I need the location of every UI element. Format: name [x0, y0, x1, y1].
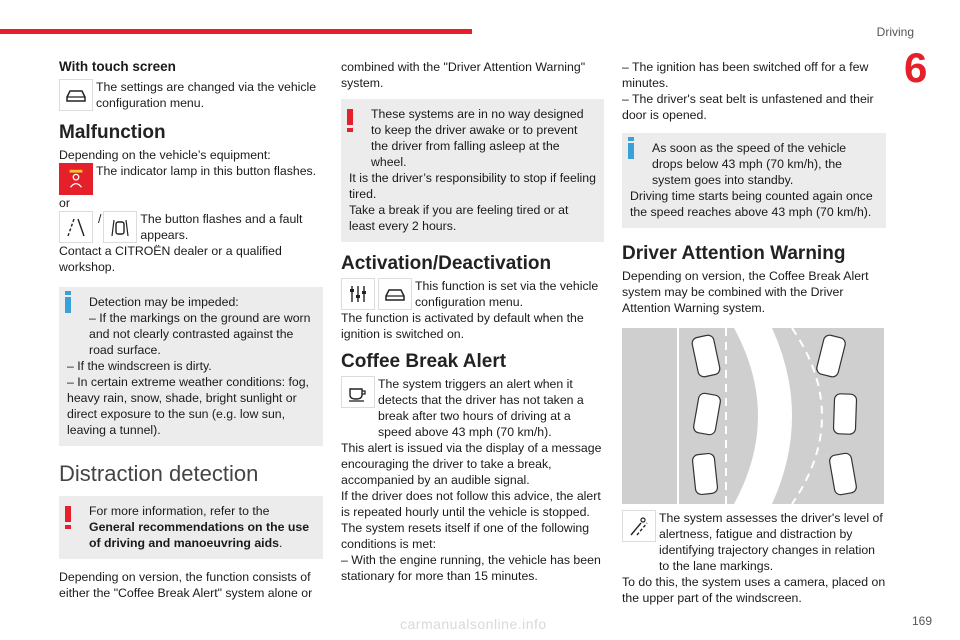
- fault-text: The button flashes and a fault appears.: [140, 212, 303, 242]
- coffee-line: – With the engine running, the vehicle has been stationary for more than 15 minutes.: [341, 553, 601, 583]
- coffee-line: This alert is issued via the display of a message encouraging the driver to take a break, accompanied by an audible signal.: [341, 441, 602, 487]
- touch-screen-heading: With touch screen: [59, 59, 176, 74]
- lamp-text: The indicator lamp in this button flashes.: [96, 164, 317, 178]
- info-box-standby: [622, 133, 886, 228]
- coffee-cup-icon: [341, 376, 375, 408]
- page-number: 169: [911, 614, 932, 628]
- touch-screen-row: [59, 79, 323, 111]
- info-line: – If the windscreen is dirty.: [67, 359, 212, 373]
- condition-line: – The driver's seat belt is unfastened and their door is opened.: [622, 92, 874, 122]
- coffee-line: The system resets itself if one of the following conditions is met:: [341, 521, 590, 551]
- touch-screen-text: The settings are changed via the vehicle configuration menu.: [96, 80, 317, 110]
- warning-line: It is the driver’s responsibility to stop if feeling tired.: [349, 171, 596, 201]
- activation-row: [341, 278, 604, 310]
- chapter-number: 6: [904, 44, 928, 91]
- warning-box-general: [59, 496, 323, 559]
- column-3: [622, 58, 886, 606]
- warning-text-bold: General recommendations on the use of driving and manoeuvring aids: [89, 520, 310, 550]
- settings-sliders-icon: [341, 278, 375, 310]
- slash-separator: /: [98, 212, 102, 226]
- warning-line: These systems are in no way designed to keep the driver awake or to prevent the driver from falling asleep at the wheel.: [371, 107, 584, 169]
- warning-line: Take a break if you are feeling tired or at least every 2 hours.: [349, 203, 569, 233]
- distraction-heading: Distraction detection: [59, 461, 259, 486]
- malfunction-heading: Malfunction: [59, 122, 166, 143]
- info-line: Detection may be impeded:: [89, 295, 239, 309]
- activation-heading: Activation/Deactivation: [341, 253, 552, 274]
- warning-icon: [65, 506, 71, 522]
- car-settings-icon: [59, 79, 93, 111]
- warning-text: [67, 503, 315, 551]
- lane-tracking-illustration: [622, 328, 884, 504]
- steering-lane-icon: [622, 510, 656, 542]
- info-line: – If the markings on the ground are worn and not clearly contrasted against the road surface.: [89, 311, 311, 357]
- daw-row: [622, 510, 886, 574]
- header-accent-bar: [0, 29, 472, 34]
- info-line: As soon as the speed of the vehicle drops below 43 mph (70 km/h), the system goes into standby.: [652, 141, 847, 187]
- or-label: or: [59, 196, 70, 210]
- malfunction-intro: Depending on the vehicle’s equipment:: [59, 148, 271, 162]
- warning-icon: [347, 109, 353, 125]
- watermark: carmanualsonline.info: [400, 616, 547, 632]
- activation-default: The function is activated by default when the ignition is switched on.: [341, 311, 584, 341]
- coffee-icon-text: The system triggers an alert when it detects that the driver has not taken a break after two hours of driving at a speed above 43 mph (70 km/h).: [378, 377, 584, 439]
- daw-heading: Driver Attention Warning: [622, 243, 846, 264]
- road-diagram: [622, 328, 884, 504]
- info-box-detection: [59, 287, 323, 446]
- daw-intro: Depending on version, the Coffee Break Alert system may be combined with the Driver Attention Warning system.: [622, 269, 869, 315]
- coffee-heading: Coffee Break Alert: [341, 351, 507, 372]
- lane-icon: [59, 211, 93, 243]
- activation-icon-text: This function is set via the vehicle configuration menu.: [415, 279, 599, 309]
- section-title: Driving: [876, 25, 914, 39]
- info-icon: [65, 297, 71, 313]
- contact-text: Contact a CITROËN dealer or a qualified workshop.: [59, 244, 282, 274]
- column-2: [341, 58, 604, 584]
- coffee-line: If the driver does not follow this advice, the alert is repeated hourly until the vehicle is stopped.: [341, 489, 601, 519]
- coffee-row: [341, 376, 604, 440]
- warning-text-c: .: [278, 536, 283, 550]
- camera-car-icon: [103, 211, 137, 243]
- lamp-row: [59, 163, 323, 195]
- driver-fatigue-icon: [59, 163, 93, 195]
- combined-text: combined with the "Driver Attention Warning" system.: [341, 60, 586, 90]
- info-line: – In certain extreme weather conditions: fog, heavy rain, snow, shade, bright sunlight or direct exposure to the sun (e.g. low sun, leaving a tunnel).: [67, 375, 309, 437]
- car-settings-icon: [378, 278, 412, 310]
- condition-line: – The ignition has been switched off for a few minutes.: [622, 60, 869, 90]
- warning-text-a: For more information, refer to the: [89, 504, 270, 518]
- warning-box-systems: [341, 99, 604, 242]
- daw-camera-text: To do this, the system uses a camera, placed on the upper part of the windscreen.: [622, 575, 886, 605]
- column-1: [59, 58, 323, 601]
- depending-text: Depending on version, the function consists of either the "Coffee Break Alert" system alone or: [59, 570, 313, 600]
- info-icon: [628, 143, 634, 159]
- daw-icon-text: The system assesses the driver's level of alertness, fatigue and distraction by identifying trajectory changes in relation to the lane markings.: [659, 511, 883, 573]
- info-line: Driving time starts being counted again once the speed reaches above 43 mph (70 km/h).: [630, 189, 873, 219]
- fault-row: [59, 211, 323, 243]
